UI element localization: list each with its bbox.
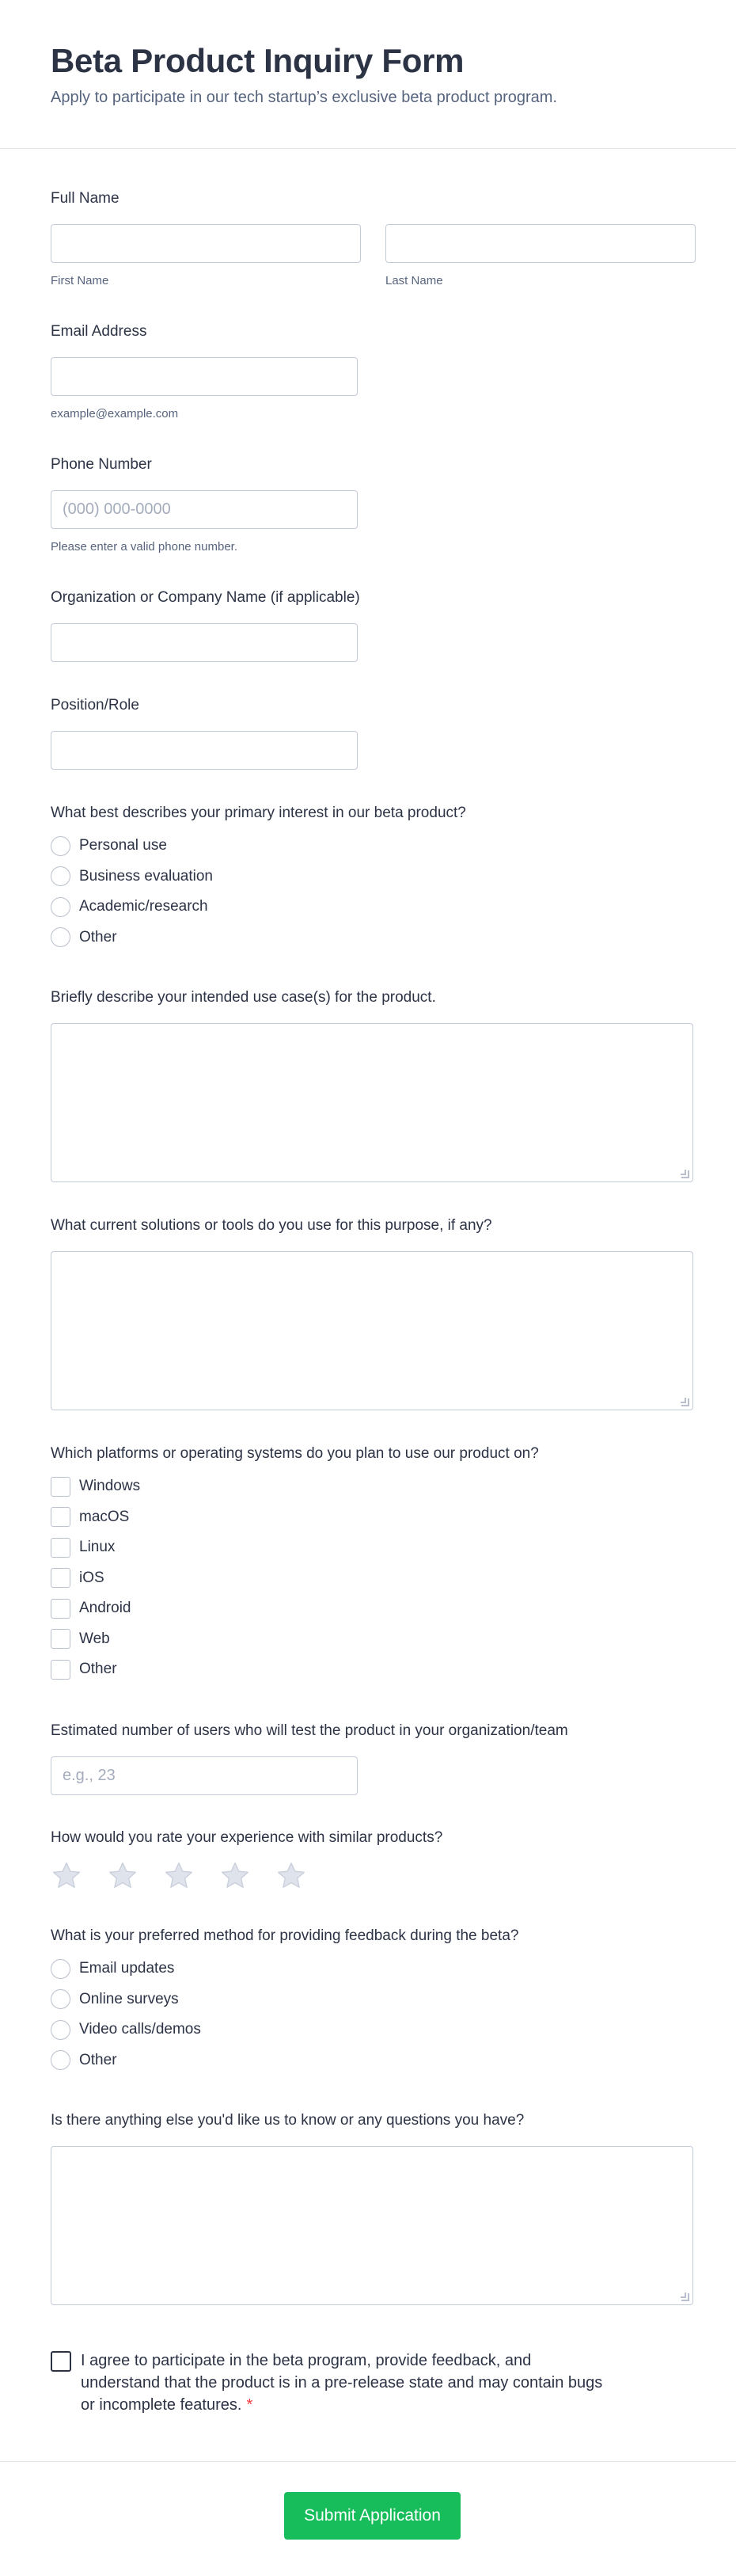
platform-option[interactable] bbox=[51, 1563, 693, 1594]
agreement-checkbox[interactable] bbox=[51, 2351, 71, 2372]
form-title: Beta Product Inquiry Form bbox=[51, 42, 465, 79]
phone-field bbox=[51, 455, 693, 554]
resize-handle-icon[interactable] bbox=[681, 1398, 689, 1406]
last-name-sublabel: Last Name bbox=[385, 274, 443, 287]
feedback-option[interactable] bbox=[51, 1954, 693, 1984]
rating-label: How would you rate your experience with similar products? bbox=[51, 1829, 443, 1846]
radio-button[interactable] bbox=[51, 2050, 70, 2070]
organization-field bbox=[51, 588, 693, 662]
rating-field bbox=[51, 1828, 693, 1892]
platform-option[interactable] bbox=[51, 1624, 693, 1655]
platform-option[interactable] bbox=[51, 1654, 693, 1685]
organization-input[interactable] bbox=[51, 623, 358, 662]
option-label: Other bbox=[79, 1661, 117, 1678]
use-case-field bbox=[51, 988, 693, 1182]
feedback-field bbox=[51, 1927, 693, 2076]
interest-field bbox=[51, 804, 693, 953]
anything-else-label: Is there anything else you'd like us to know or any questions you have? bbox=[51, 2112, 525, 2129]
option-label: Business evaluation bbox=[79, 867, 213, 885]
option-label: Email updates bbox=[79, 1960, 175, 1977]
platform-option[interactable] bbox=[51, 1593, 693, 1624]
platforms-field bbox=[51, 1444, 693, 1685]
option-label: Android bbox=[79, 1600, 131, 1617]
star-icon[interactable] bbox=[107, 1860, 138, 1892]
agreement-option[interactable] bbox=[51, 2350, 605, 2416]
email-label: Email Address bbox=[51, 323, 147, 340]
interest-option[interactable] bbox=[51, 892, 693, 923]
checkbox[interactable] bbox=[51, 1568, 70, 1588]
current-solutions-textarea[interactable] bbox=[51, 1251, 693, 1410]
phone-label: Phone Number bbox=[51, 456, 152, 473]
interest-option[interactable] bbox=[51, 923, 693, 953]
option-label: Personal use bbox=[79, 837, 167, 854]
agreement-text: I agree to participate in the beta program, provide feedback, and understand that the product is in a pre-release state and may contain bugs or incomplete features. bbox=[81, 2352, 603, 2414]
checkbox[interactable] bbox=[51, 1477, 70, 1497]
platform-option[interactable] bbox=[51, 1471, 693, 1502]
feedback-option[interactable] bbox=[51, 2045, 693, 2076]
first-name-sublabel: First Name bbox=[51, 274, 109, 287]
last-name-input[interactable] bbox=[385, 224, 696, 263]
email-sublabel: example@example.com bbox=[51, 407, 179, 420]
option-label: Web bbox=[79, 1630, 110, 1647]
form-header bbox=[0, 0, 736, 149]
first-name-input[interactable] bbox=[51, 224, 361, 263]
option-label: Academic/research bbox=[79, 898, 208, 915]
platform-option[interactable] bbox=[51, 1532, 693, 1563]
use-case-label: Briefly describe your intended use case(s) for the product. bbox=[51, 989, 436, 1006]
radio-button[interactable] bbox=[51, 897, 70, 917]
required-asterisk: * bbox=[246, 2396, 253, 2414]
platform-option[interactable] bbox=[51, 1502, 693, 1533]
feedback-option[interactable] bbox=[51, 2015, 693, 2045]
star-rating bbox=[51, 1860, 693, 1892]
agreement-field bbox=[51, 2350, 693, 2416]
radio-button[interactable] bbox=[51, 2020, 70, 2040]
form-subtitle: Apply to participate in our tech startup’s exclusive beta product program. bbox=[51, 89, 557, 106]
resize-handle-icon[interactable] bbox=[681, 2293, 689, 2301]
position-field bbox=[51, 696, 693, 770]
users-input[interactable] bbox=[51, 1756, 358, 1795]
platforms-label: Which platforms or operating systems do you plan to use our product on? bbox=[51, 1445, 539, 1462]
star-icon[interactable] bbox=[275, 1860, 307, 1892]
radio-button[interactable] bbox=[51, 1989, 70, 2009]
checkbox[interactable] bbox=[51, 1660, 70, 1680]
full-name-label: Full Name bbox=[51, 190, 120, 207]
option-label: iOS bbox=[79, 1569, 104, 1586]
form-footer bbox=[0, 2461, 736, 2576]
position-label: Position/Role bbox=[51, 697, 139, 713]
interest-label: What best describes your primary interest in our beta product? bbox=[51, 805, 466, 821]
submit-button[interactable]: Submit Application bbox=[284, 2492, 461, 2540]
phone-input[interactable] bbox=[51, 490, 358, 529]
email-field bbox=[51, 322, 693, 420]
email-input[interactable] bbox=[51, 357, 358, 396]
star-icon[interactable] bbox=[163, 1860, 195, 1892]
feedback-label: What is your preferred method for providing feedback during the beta? bbox=[51, 1927, 519, 1944]
radio-button[interactable] bbox=[51, 927, 70, 947]
radio-button[interactable] bbox=[51, 836, 70, 856]
anything-else-textarea[interactable] bbox=[51, 2146, 693, 2305]
feedback-option[interactable] bbox=[51, 1984, 693, 2015]
checkbox[interactable] bbox=[51, 1599, 70, 1619]
option-label: Video calls/demos bbox=[79, 2021, 201, 2038]
interest-option[interactable] bbox=[51, 862, 693, 892]
checkbox[interactable] bbox=[51, 1629, 70, 1649]
option-label: Other bbox=[79, 2051, 117, 2068]
radio-button[interactable] bbox=[51, 866, 70, 886]
checkbox[interactable] bbox=[51, 1507, 70, 1527]
current-solutions-field bbox=[51, 1216, 693, 1410]
organization-label: Organization or Company Name (if applicable) bbox=[51, 589, 360, 606]
option-label: Online surveys bbox=[79, 1990, 179, 2007]
current-solutions-label: What current solutions or tools do you use for this purpose, if any? bbox=[51, 1217, 492, 1234]
star-icon[interactable] bbox=[219, 1860, 251, 1892]
interest-option[interactable] bbox=[51, 831, 693, 862]
users-label: Estimated number of users who will test the product in your organization/team bbox=[51, 1722, 568, 1739]
agreement-text-wrap bbox=[81, 2350, 605, 2416]
full-name-field bbox=[51, 189, 693, 287]
checkbox[interactable] bbox=[51, 1538, 70, 1558]
star-icon[interactable] bbox=[51, 1860, 82, 1892]
anything-else-field bbox=[51, 2111, 693, 2305]
position-input[interactable] bbox=[51, 731, 358, 770]
radio-button[interactable] bbox=[51, 1959, 70, 1979]
use-case-textarea[interactable] bbox=[51, 1023, 693, 1182]
option-label: Other bbox=[79, 928, 117, 946]
phone-sublabel: Please enter a valid phone number. bbox=[51, 540, 237, 554]
resize-handle-icon[interactable] bbox=[681, 1170, 689, 1178]
option-label: macOS bbox=[79, 1508, 130, 1525]
option-label: Windows bbox=[79, 1478, 141, 1495]
option-label: Linux bbox=[79, 1539, 116, 1556]
users-field bbox=[51, 1722, 693, 1795]
